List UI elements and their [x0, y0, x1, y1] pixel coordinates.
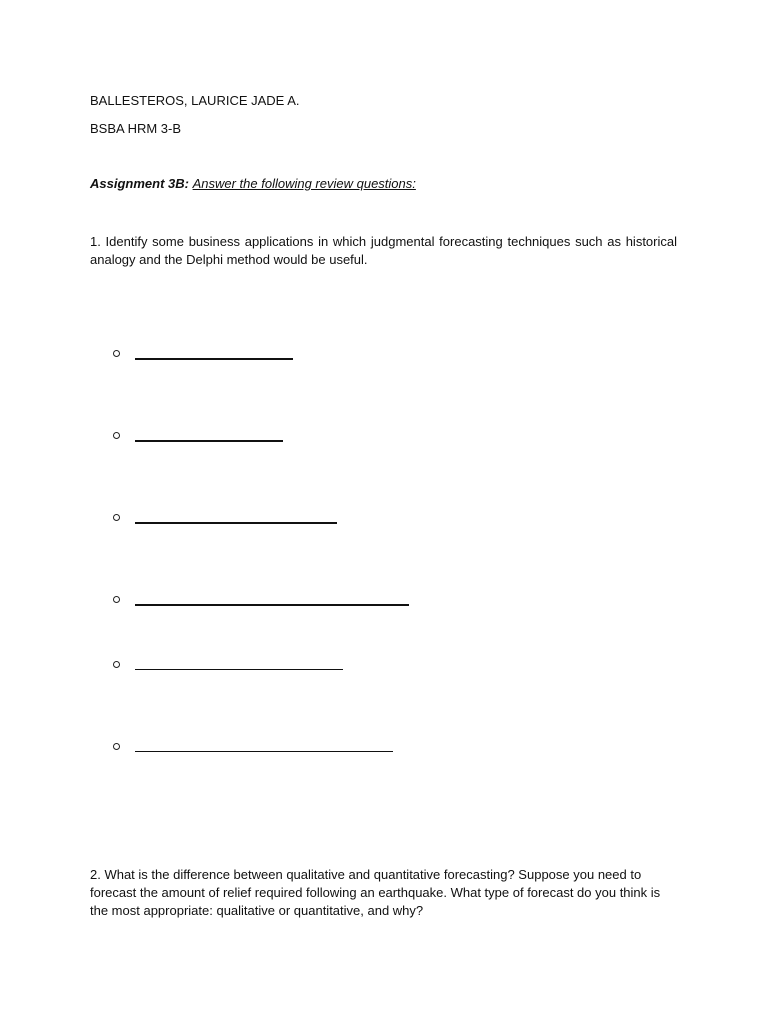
- course-section: BSBA HRM 3-B: [90, 121, 182, 136]
- answer-blank-item: [113, 514, 533, 534]
- answer-blank-line: [135, 358, 293, 360]
- question-2: 2. What is the difference between qualitative and quantitative forecasting? Suppose you need to forecast the amount of relief required following an earthquake. What type of forecast do you think is the most appropriate: qualitative or quantitative, and why?: [90, 867, 661, 918]
- question-1: 1. Identify some business applications in which judgmental forecasting techniques such as historical analogy and the Delphi method would be useful.: [90, 234, 677, 267]
- answer-blank-item: [113, 432, 533, 452]
- answer-blank-item: [113, 596, 533, 616]
- answer-blank-line: [135, 751, 393, 752]
- answer-blank-line: [135, 522, 337, 524]
- assignment-heading: [90, 175, 416, 193]
- answer-blank-item: [113, 661, 533, 681]
- hollow-circle-bullet-icon: [113, 350, 120, 357]
- answer-blank-line: [135, 669, 343, 670]
- hollow-circle-bullet-icon: [113, 514, 120, 521]
- assignment-label: Assignment 3B:: [90, 176, 189, 191]
- hollow-circle-bullet-icon: [113, 743, 120, 750]
- answer-blank-item: [113, 743, 533, 763]
- answer-blank-line: [135, 440, 283, 442]
- assignment-instruction: Answer the following review questions:: [192, 176, 416, 191]
- hollow-circle-bullet-icon: [113, 432, 120, 439]
- student-name: BALLESTEROS, LAURICE JADE A.: [90, 93, 300, 108]
- hollow-circle-bullet-icon: [113, 596, 120, 603]
- answer-blank-item: [113, 350, 533, 370]
- hollow-circle-bullet-icon: [113, 661, 120, 668]
- answer-blank-line: [135, 604, 409, 606]
